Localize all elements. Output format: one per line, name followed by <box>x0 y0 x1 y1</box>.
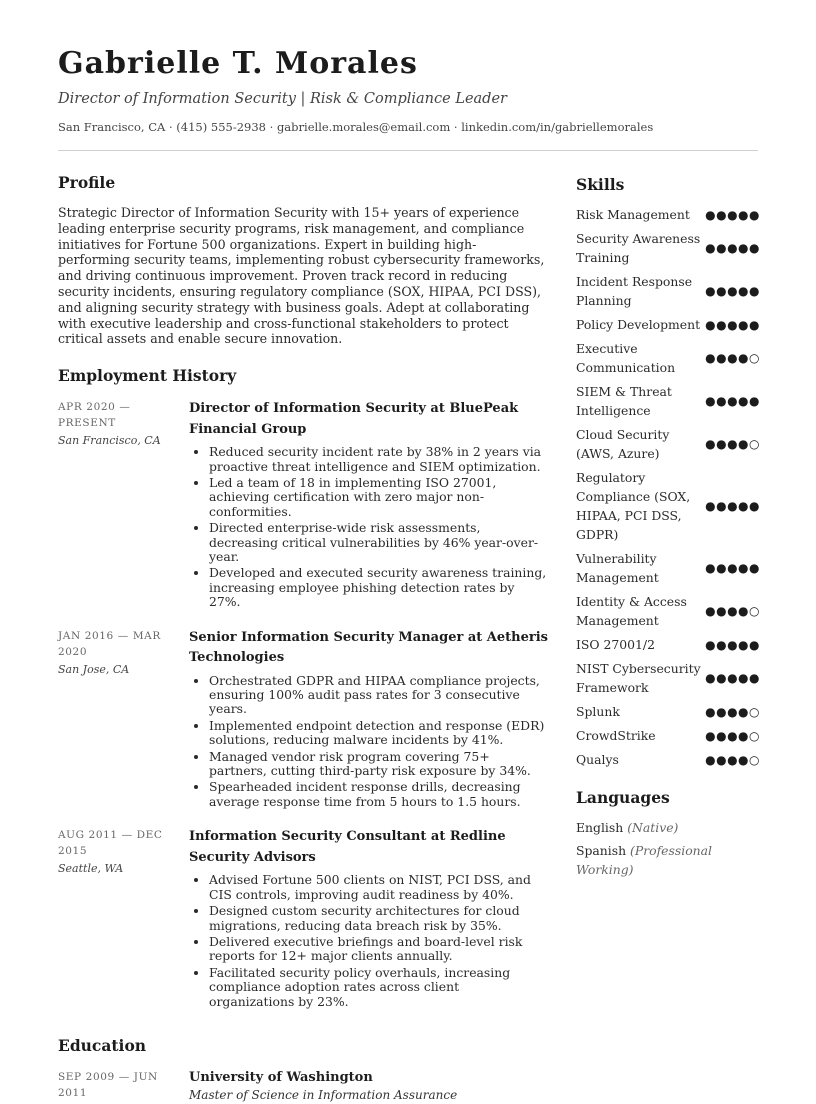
contact-line: San Francisco, CA · (415) 555-2938 · gabrielle.morales@email.com · linkedin.com/in/gabriellemorales <box>58 120 654 134</box>
skill-rating-dots: ●●●●● <box>705 207 760 222</box>
header-divider <box>58 150 758 151</box>
skill-name: SIEM & Threat Intelligence <box>576 384 672 418</box>
skill-name: Qualys <box>576 752 619 767</box>
job-bullet: • Orchestrated GDPR and HIPAA compliance projects, ensuring 100% audit pass rates for 3 consecutive years. <box>209 674 548 717</box>
education-heading: Education <box>58 1035 147 1055</box>
skill-item <box>576 272 760 310</box>
job-bullet: • Developed and executed security awareness training, increasing employee phishing detection rates by 27%. <box>209 566 548 609</box>
language-name: English <box>576 820 624 835</box>
skill-rating-dots: ●●●●● <box>705 317 760 332</box>
skill-rating-dots: ●●●●○ <box>705 437 760 451</box>
candidate-subtitle: Director of Information Security | Risk & Compliance Leader <box>58 91 507 107</box>
skill-item <box>576 468 760 544</box>
skill-name: ISO 27001/2 <box>576 637 655 652</box>
job-entry <box>58 628 548 812</box>
job-body <box>189 628 548 812</box>
skill-rating-dots: ●●●●● <box>705 284 760 298</box>
skill-item <box>576 592 760 630</box>
skill-name: Splunk <box>576 704 620 719</box>
skill-item <box>576 339 760 377</box>
skill-rating-dots: ●●●●● <box>705 499 760 513</box>
education-entry <box>58 1069 548 1104</box>
skill-rating-dots: ●●●●● <box>705 241 760 255</box>
skill-item <box>576 382 760 420</box>
job-title: Senior Information Security Manager at Aetheris Technologies <box>189 629 548 666</box>
skill-item <box>576 425 760 463</box>
job-body <box>189 827 548 1011</box>
job-meta <box>58 628 189 812</box>
language-level: (Professional Working) <box>576 843 712 877</box>
skill-item <box>576 702 760 721</box>
profile-heading: Profile <box>58 173 116 192</box>
language-name: Spanish <box>576 843 627 858</box>
employment-heading: Employment History <box>58 366 237 386</box>
skill-name: Policy Development <box>576 317 701 332</box>
education-meta <box>58 1069 189 1104</box>
skill-rating-dots: ●●●●● <box>705 561 760 575</box>
skill-name: Executive Communication <box>576 341 676 375</box>
languages-heading: Languages <box>576 788 670 807</box>
job-dates: JAN 2016 — MAR 2020 <box>58 629 161 658</box>
skill-name: Risk Management <box>576 207 690 222</box>
job-dates: APR 2020 — PRESENT <box>58 401 131 430</box>
job-bullet: • Delivered executive briefings and board-level risk reports for 12+ major clients annually. <box>209 935 548 964</box>
skill-item <box>576 315 760 334</box>
languages-list <box>576 818 760 879</box>
job-body <box>189 399 548 611</box>
job-entry <box>58 399 548 611</box>
skill-item <box>576 635 760 654</box>
skill-name: CrowdStrike <box>576 728 656 743</box>
candidate-name: Gabrielle T. Morales <box>58 46 418 81</box>
skill-rating-dots: ●●●●● <box>705 394 760 408</box>
skill-name: Identity & Access Management <box>576 594 687 628</box>
skill-name: Security Awareness Training <box>576 231 701 265</box>
language-level: (Native) <box>627 820 679 835</box>
skill-item <box>576 549 760 587</box>
education-dates: SEP 2009 — JUN 2011 <box>58 1070 158 1099</box>
job-location: San Jose, CA <box>58 662 130 676</box>
job-bullet: • Reduced security incident rate by 38% in 2 years via proactive threat intelligence and SIEM optimization. <box>209 445 548 474</box>
skill-name: Incident Response Planning <box>576 274 693 308</box>
skills-list <box>576 205 760 769</box>
skills-heading: Skills <box>576 175 625 194</box>
education-degree: Master of Science in Information Assurance <box>189 1087 458 1102</box>
job-dates: AUG 2011 — DEC 2015 <box>58 829 163 858</box>
skill-name: NIST Cybersecurity Framework <box>576 661 701 695</box>
skill-item <box>576 750 760 769</box>
job-location: Seattle, WA <box>58 862 124 876</box>
skill-rating-dots: ●●●●○ <box>705 704 760 719</box>
skill-rating-dots: ●●●●○ <box>705 728 760 743</box>
skill-name: Vulnerability Management <box>576 551 659 585</box>
job-bullet: • Managed vendor risk program covering 75+ partners, cutting third-party risk exposure by 34%. <box>209 750 548 779</box>
skill-rating-dots: ●●●●○ <box>705 351 760 365</box>
job-bullet: • Led a team of 18 in implementing ISO 27001, achieving certification with zero major non-conformities. <box>209 476 548 519</box>
education-list <box>58 1069 548 1104</box>
job-meta <box>58 399 189 611</box>
job-title: Information Security Consultant at Redline Security Advisors <box>189 829 506 865</box>
job-entry <box>58 827 548 1011</box>
skill-item <box>576 726 760 745</box>
job-bullet: • Designed custom security architectures for cloud migrations, reducing data breach risk by 35%. <box>209 904 548 933</box>
right-column <box>576 172 760 883</box>
language-item <box>576 818 760 837</box>
skill-item <box>576 205 760 224</box>
job-bullet: • Spearheaded incident response drills, decreasing average response time from 5 hours to 1.5 hours. <box>209 780 548 809</box>
job-bullet: • Advised Fortune 500 clients on NIST, PCI DSS, and CIS controls, improving audit readiness by 40%. <box>209 873 548 902</box>
skill-name: Regulatory Compliance (SOX, HIPAA, PCI DSS, GDPR) <box>576 470 691 542</box>
skill-rating-dots: ●●●●● <box>705 671 760 685</box>
job-location: San Francisco, CA <box>58 434 161 448</box>
employment-list <box>58 399 548 1011</box>
skill-rating-dots: ●●●●● <box>705 637 760 652</box>
skill-item <box>576 229 760 267</box>
job-bullet: • Facilitated security policy overhauls, increasing compliance adoption rates across client organizations by 23%. <box>209 966 548 1009</box>
skill-name: Cloud Security (AWS, Azure) <box>576 427 670 461</box>
job-title: Director of Information Security at BluePeak Financial Group <box>189 401 519 437</box>
job-meta <box>58 827 189 1011</box>
skill-rating-dots: ●●●●○ <box>705 752 760 767</box>
skill-item <box>576 659 760 697</box>
education-body <box>189 1069 548 1104</box>
profile-summary: Strategic Director of Information Security with 15+ years of experience leading enterprise security programs, risk management, and compliance initiatives for Fortune 500 organizations. Expert in building high-performing security teams, implementing robust cybersecurity frameworks, and driving continuous improvement. Proven track record in reducing security incidents, ensuring regulatory compliance (SOX, HIPAA, PCI DSS), and aligning security strategy with business goals. Adept at collaborating with executive leadership and cross-functional stakeholders to protect critical assets and enable secure innovation. <box>58 205 545 347</box>
left-column <box>58 172 548 1104</box>
education-school: University of Washington <box>189 1069 373 1085</box>
job-bullets <box>189 674 548 810</box>
language-item <box>576 841 760 879</box>
job-bullets <box>189 445 548 609</box>
job-bullet: • Directed enterprise-wide risk assessments, decreasing critical vulnerabilities by 46% year-over-year. <box>209 521 548 564</box>
skill-rating-dots: ●●●●○ <box>705 604 760 618</box>
job-bullet: • Implemented endpoint detection and response (EDR) solutions, reducing malware incidents by 41%. <box>209 719 548 748</box>
job-bullets <box>189 873 548 1009</box>
